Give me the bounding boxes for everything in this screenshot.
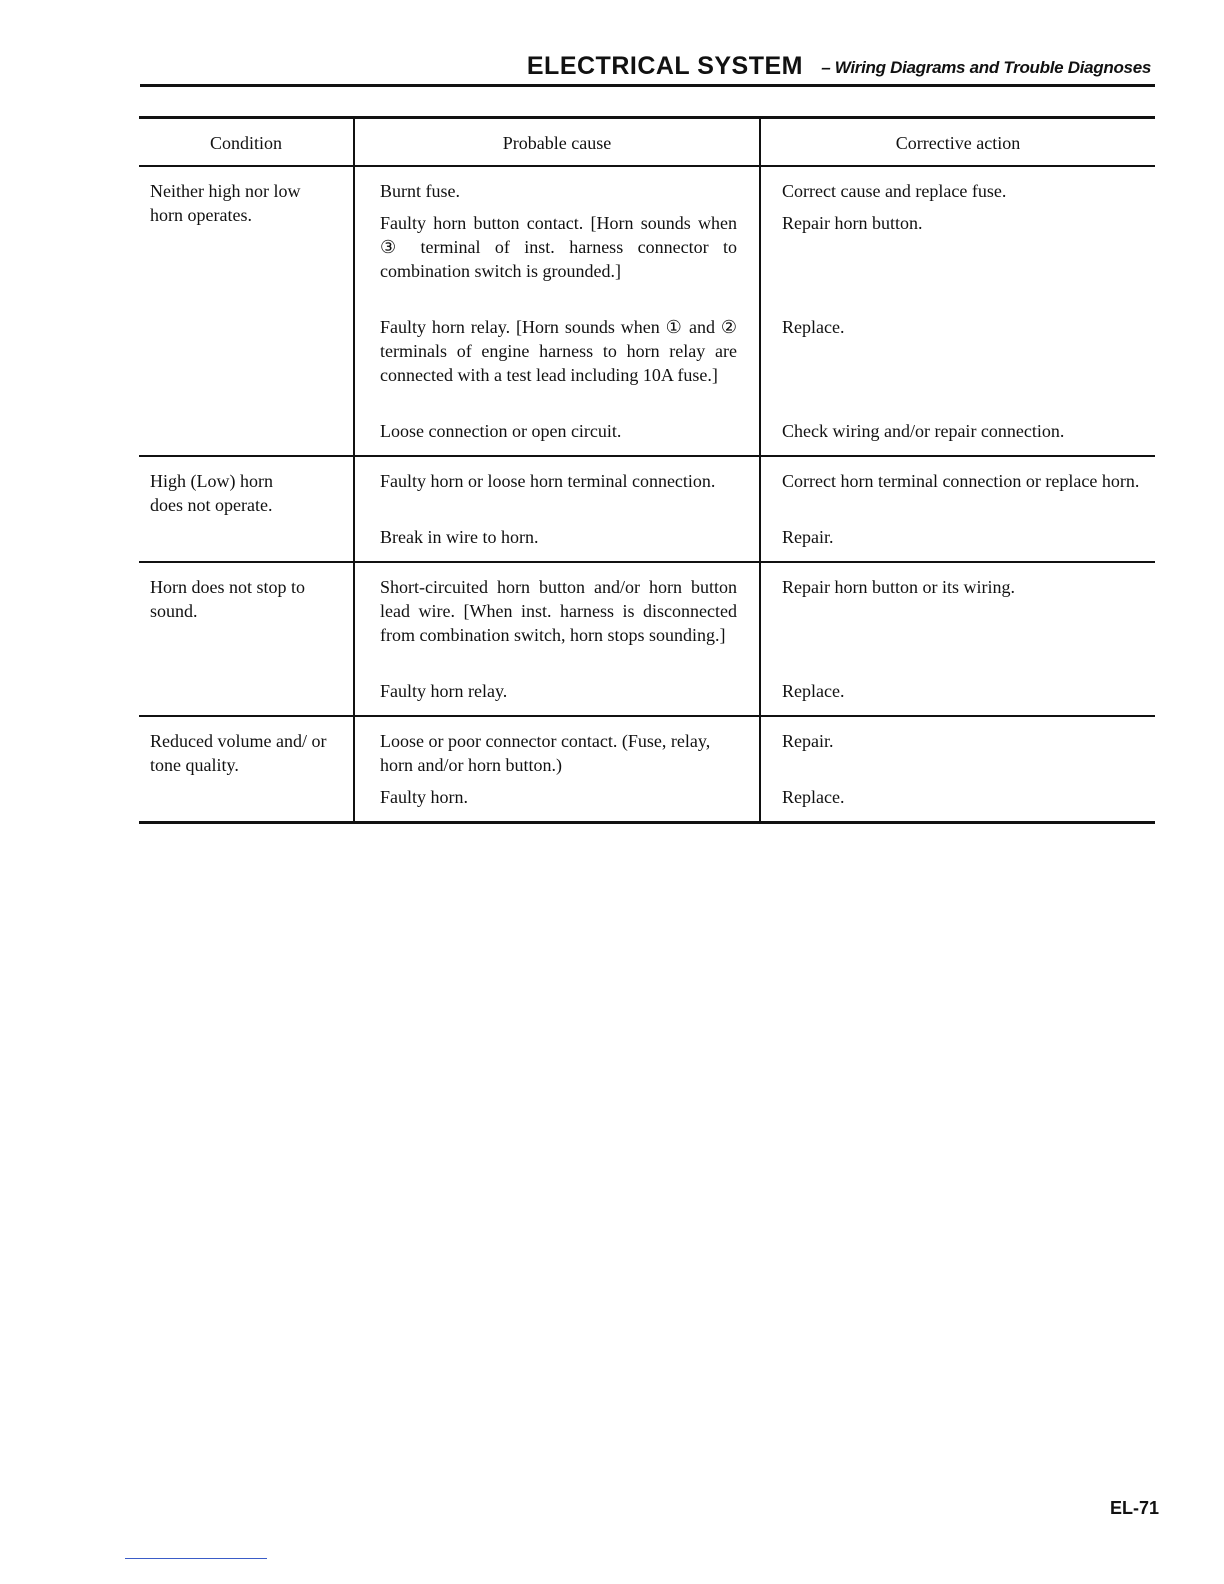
action-item: Replace. (782, 787, 845, 807)
condition-cell (139, 457, 353, 561)
page-number: EL-71 (1110, 1498, 1160, 1518)
action-item: Repair horn button. (782, 213, 923, 233)
cause-item: Break in wire to horn. (380, 527, 539, 547)
page-header (140, 48, 1155, 87)
action-cell (761, 457, 1155, 561)
header-condition: Condition (209, 133, 282, 153)
cause-item: Faulty horn or loose horn terminal connection. (380, 471, 716, 491)
trouble-diagnosis-table (139, 116, 1155, 824)
cause-cell (353, 167, 761, 455)
action-item: Replace. (782, 681, 845, 701)
condition-text: High (Low) horn does not operate. (150, 471, 273, 515)
table-row (139, 563, 1155, 717)
action-cell (761, 717, 1155, 821)
condition-text: Horn does not stop to sound. (150, 577, 305, 621)
cause-item: Loose connection or open circuit. (380, 421, 622, 441)
header-probable-cause: Probable cause (353, 119, 761, 165)
table-row (139, 457, 1155, 563)
cause-item: Faulty horn button contact. [Horn sounds when ③ terminal of inst. harness connector to combination switch is grounded.] (380, 213, 737, 281)
condition-cell (139, 167, 353, 455)
action-cell (761, 563, 1155, 715)
action-item: Correct cause and replace fuse. (782, 181, 1007, 201)
page-title: ELECTRICAL SYSTEM (526, 52, 803, 80)
condition-text: Reduced volume and/ or tone quality. (150, 731, 327, 775)
page-subtitle: – Wiring Diagrams and Trouble Diagnoses (821, 58, 1151, 77)
cause-cell (353, 717, 761, 821)
table-row (139, 717, 1155, 821)
action-item: Repair horn button or its wiring. (782, 577, 1015, 597)
condition-cell (139, 717, 353, 821)
action-item: Repair. (782, 527, 834, 547)
condition-cell (139, 563, 353, 715)
cause-item: Faulty horn. (380, 787, 468, 807)
table-header-row (139, 119, 1155, 167)
cause-cell (353, 457, 761, 561)
action-item: Check wiring and/or repair connection. (782, 421, 1065, 441)
action-item: Repair. (782, 731, 834, 751)
action-item: Replace. (782, 317, 845, 337)
table-row (139, 167, 1155, 457)
footer-divider (125, 1558, 267, 1559)
header-corrective-action: Corrective action (895, 133, 1021, 153)
cause-item: Faulty horn relay. [Horn sounds when ① and ② terminals of engine harness to horn relay are connected with a test lead including 10A fuse.] (380, 317, 737, 385)
cause-item: Burnt fuse. (380, 181, 460, 201)
cause-item: Faulty horn relay. (380, 681, 508, 701)
cause-item: Loose or poor connector contact. (Fuse, relay, horn and/or horn button.) (380, 731, 711, 775)
cause-cell (353, 563, 761, 715)
action-item: Correct horn terminal connection or replace horn. (782, 471, 1140, 491)
action-cell (761, 167, 1155, 455)
condition-text: Neither high nor low horn operates. (150, 181, 301, 225)
cause-item: Short-circuited horn button and/or horn button lead wire. [When inst. harness is disconnected from combination switch, horn stops sounding.] (380, 577, 737, 645)
